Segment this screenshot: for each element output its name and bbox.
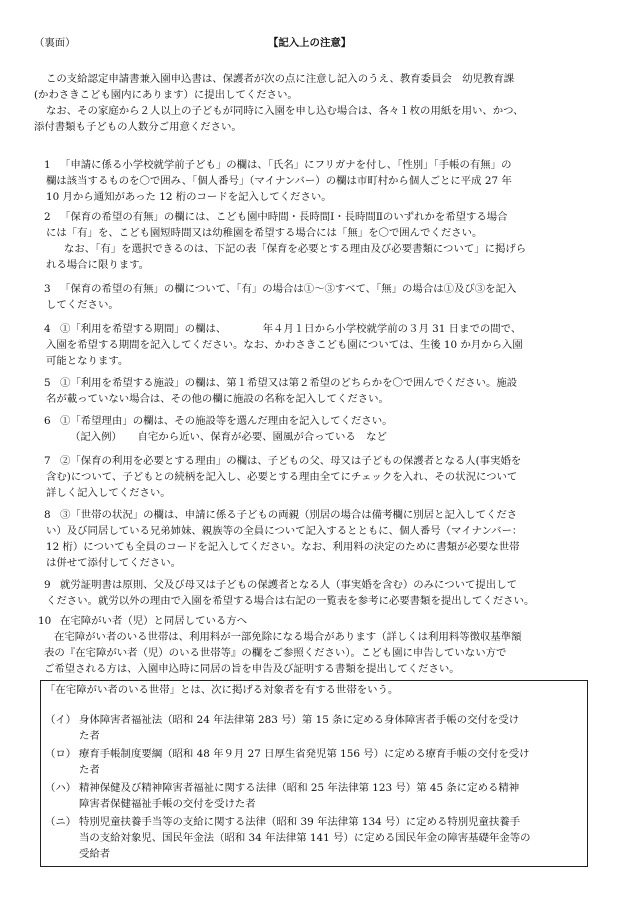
item-line: 在宅障がい者のいる世帯は、利用料が一部免除になる場合があります（詳しくは利用料等徴収基準額 <box>54 631 522 643</box>
item-heading-line: 在宅障がい者（児）と同居している方へ <box>60 615 248 627</box>
item-number: 6 <box>44 415 51 427</box>
item-line: ①「利用を希望する期間」の欄は、 年４月１日から小学校就学前の３月 31 日までの間で、 <box>60 323 522 335</box>
intro-line: なお、その家庭から２人以上の子どもが同時に入園を申し込む場合は、各々１枚の用紙を用い、かつ、 <box>46 105 524 117</box>
intro-line: 添付書類も子どもの人数分ご用意ください。 <box>34 121 242 133</box>
entry-line: た者 <box>79 730 100 742</box>
item-line: 10 月から通知があった 12 桁のコードを記入してください。 <box>46 191 332 203</box>
item-line: い）及び同居している兄弟姉妹、親族等の全員について記入するとともに、個人番号（マイナンバー： <box>46 525 523 537</box>
item-line: には「有」を、こども園短時間又は幼稚園を希望する場合には「無」を〇で囲んでください。 <box>46 227 483 239</box>
item-line: なお、「有」を選択できるのは、下記の表「保育を必要とする理由及び必要書類について」に掲げら <box>64 243 527 255</box>
item-line: 「保育の希望の有無」の欄には、こども園中時間・長時間Ⅰ・長時間Ⅱのいずれかを希望する場合 <box>60 211 508 223</box>
item-line: 含む)について、子どもとの続柄を記入し、必要とする理由全てにチェックを入れ、その状況について <box>46 471 518 483</box>
item-line: れる場合に限ります。 <box>46 259 150 271</box>
item-line: 欄は該当するものを〇で囲み、「個人番号」（マイナンバー）の欄は市町村から個人ごとに平成 27 年 <box>46 175 512 187</box>
item-number: 8 <box>44 509 51 521</box>
item-line: ②「保育の利用を必要とする理由」の欄は、子どもの父、母又は子どもの保護者となる人(事実婚を <box>60 455 522 467</box>
definition-box <box>40 680 588 867</box>
item-line: してください。 <box>46 299 119 311</box>
item-line: 12 桁）についても全員のコードを記入してください。なお、利用料の決定のために書類が必要な世帯 <box>46 541 520 553</box>
item-line: ご希望される方は、入園申込時に同居の旨を申告及び証明する書類を提出してください。 <box>44 663 460 675</box>
item-line: ①「利用を希望する施設」の欄は、第１希望又は第２希望のどちらかを〇で囲んでください。施設 <box>60 377 518 389</box>
entry-mark: （ロ） <box>45 748 77 760</box>
entry-line: た者 <box>79 764 100 776</box>
intro-line: この支給認定申請書兼入園申込書は、保護者が次の点に注意し記入のうえ、教育委員会 幼児教育課 <box>46 73 515 85</box>
entry-line: 特別児童扶養手当等の支給に関する法律（昭和 39 年法律第 134 号）に定める特別児童扶養手 <box>79 816 521 828</box>
item-line: 表の『在宅障がい者（児）のいる世帯等』の欄をご参照ください）。こども園に申告していない方で <box>44 647 507 659</box>
item-line: 就労証明書は原則、父及び母又は子どもの保護者となる人（事実婚を含む）のみについて提出して <box>60 579 517 591</box>
item-number: 3 <box>44 283 51 295</box>
entry-line: 受給者 <box>79 848 111 860</box>
item-line: 可能となります。 <box>46 355 129 367</box>
intro-line: (かわさきこども園内にあります）に提出してください。 <box>34 89 298 101</box>
item-number: 5 <box>44 377 51 389</box>
item-example-line: （記入例） 自宅から近い、保育が必要、園風が合っている など <box>70 431 387 443</box>
item-line: 詳しく記入してください。 <box>46 487 171 499</box>
entry-mark: （イ） <box>45 714 77 726</box>
definition-heading: 「在宅障がい者のいる世帯」とは、次に掲げる対象者を有する世帯をいう。 <box>45 684 399 696</box>
item-line: 「保育の希望の有無」の欄について、「有」の場合は①～③すべて、「無」の場合は①及び③を記入 <box>60 283 517 295</box>
entry-line: 障害者保健福祉手帳の交付を受けた者 <box>79 798 256 810</box>
item-line: 「申請に係る小学校就学前子ども」の欄は、「氏名」にフリガナを付し、「性別」「手帳の有無」の <box>60 159 512 171</box>
page-side-label: （裏面） <box>34 37 76 49</box>
item-number: 4 <box>44 323 51 335</box>
item-number: 9 <box>44 579 51 591</box>
item-number: 1 <box>44 159 51 171</box>
item-line: ③「世帯の状況」の欄は、申請に係る子どもの両親（別居の場合は備考欄に別居と記入してくださ <box>60 509 518 521</box>
entry-mark: （ハ） <box>45 782 77 794</box>
item-number: 10 <box>38 615 52 627</box>
entry-mark: （ニ） <box>45 816 77 828</box>
page-title: 【記入上の注意】 <box>268 37 352 49</box>
item-line: 入園を希望する期間を記入してください。なお、かわさきこども園については、生後 10 か月から入園 <box>46 339 523 351</box>
entry-line: 療育手帳制度要綱（昭和 48 年９月 27 日厚生省発児第 156 号）に定める療育手帳の交付を受け <box>79 748 530 760</box>
item-line: 名が載っていない場合は、その他の欄に施設の名称を記入してください。 <box>46 393 389 405</box>
entry-line: 精神保健及び精神障害者福祉に関する法律（昭和 25 年法律第 123 号）第 45 条に定める精神 <box>79 782 520 794</box>
item-number: 2 <box>44 211 51 223</box>
item-line: ①「希望理由」の欄は、その施設等を選んだ理由を記入してください。 <box>60 415 393 427</box>
item-number: 7 <box>44 455 51 467</box>
entry-line: 当の支給対象児、国民年金法（昭和 34 年法律第 141 号）に定める国民年金の障害基礎年金等の <box>79 832 531 844</box>
entry-line: 身体障害者福祉法（昭和 24 年法律第 283 号）第 15 条に定める身体障害者手帳の交付を受け <box>79 714 520 726</box>
item-line: は併せて添付してください。 <box>46 557 182 569</box>
item-line: ください。就労以外の理由で入園を希望する場合は右記の一覧表を参考に必要書類を提出してください。 <box>46 595 535 607</box>
